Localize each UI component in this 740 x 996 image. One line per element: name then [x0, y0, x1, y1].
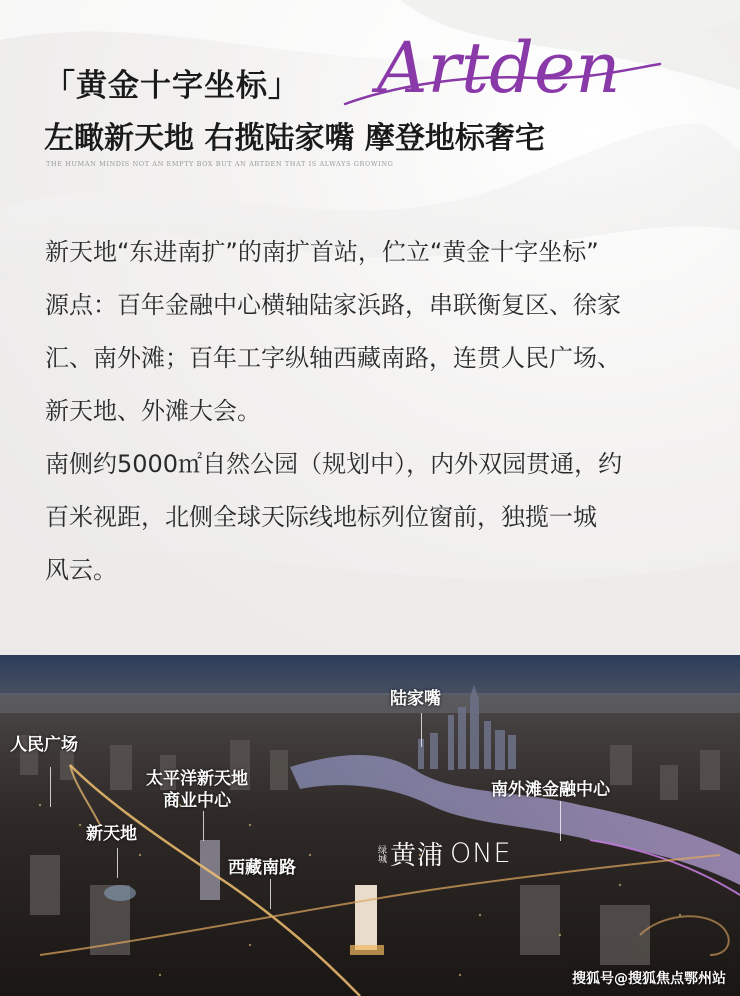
artden-script-logo [325, 8, 670, 118]
brand-chinese-name: 黄浦 [390, 841, 445, 871]
english-tagline: THE HUMAN MINDIS NOT AN EMPTY BOX BUT AN ARTDEN THAT IS ALWAYS GROWING [46, 160, 394, 168]
logo-text: Artden [377, 27, 621, 109]
page-subtitle: 左瞰新天地 右揽陆家嘴 摩登地标奢宅 [44, 121, 545, 156]
sohu-watermark: 搜狐号@搜狐焦点鄂州站 [572, 971, 726, 987]
project-brand-mark [376, 835, 512, 872]
label-lujiazui: 陆家嘴 [390, 689, 441, 709]
xizang-leader-line [270, 879, 271, 909]
label-nanwaitan: 南外滩金融中心 [491, 780, 610, 800]
lujiazui-leader-line [421, 713, 422, 747]
body-line: 新天地“东进南扩”的南扩首站，伫立“黄金十字坐标” [45, 238, 599, 266]
aerial-city-photo [0, 655, 740, 996]
xintiandi-leader-line [117, 848, 118, 878]
renmin-leader-line [50, 767, 51, 807]
brand-one: ONE [450, 838, 512, 869]
body-paragraph [45, 226, 705, 597]
label-xintiandi: 新天地 [86, 824, 137, 844]
body-line: 南侧约5000㎡自然公园（规划中），内外双园贯通，约 [45, 450, 623, 478]
body-line: 汇、南外滩；百年工字纵轴西藏南路，连贯人民广场、 [45, 344, 621, 372]
label-renmin-square: 人民广场 [10, 735, 78, 755]
taipingyang-leader-line [203, 811, 204, 841]
label-taipingyang-line1: 太平洋新天地 [146, 769, 248, 789]
body-line: 风云。 [45, 556, 117, 584]
body-line: 百米视距，北侧全球天际线地标列位窗前，独揽一城 [45, 503, 597, 531]
page-title: 「黄金十字坐标」 [44, 68, 300, 104]
label-taipingyang-line2: 商业中心 [163, 791, 231, 811]
label-xizang-road: 西藏南路 [228, 858, 296, 878]
label-taipingyang [146, 768, 248, 812]
body-line: 新天地、外滩大会。 [45, 397, 261, 425]
body-line: 源点：百年金融中心横轴陆家浜路，串联衡复区、徐家 [45, 291, 621, 319]
nanwaitan-leader-line [560, 801, 561, 841]
brand-developer: 绿城 [376, 844, 386, 863]
